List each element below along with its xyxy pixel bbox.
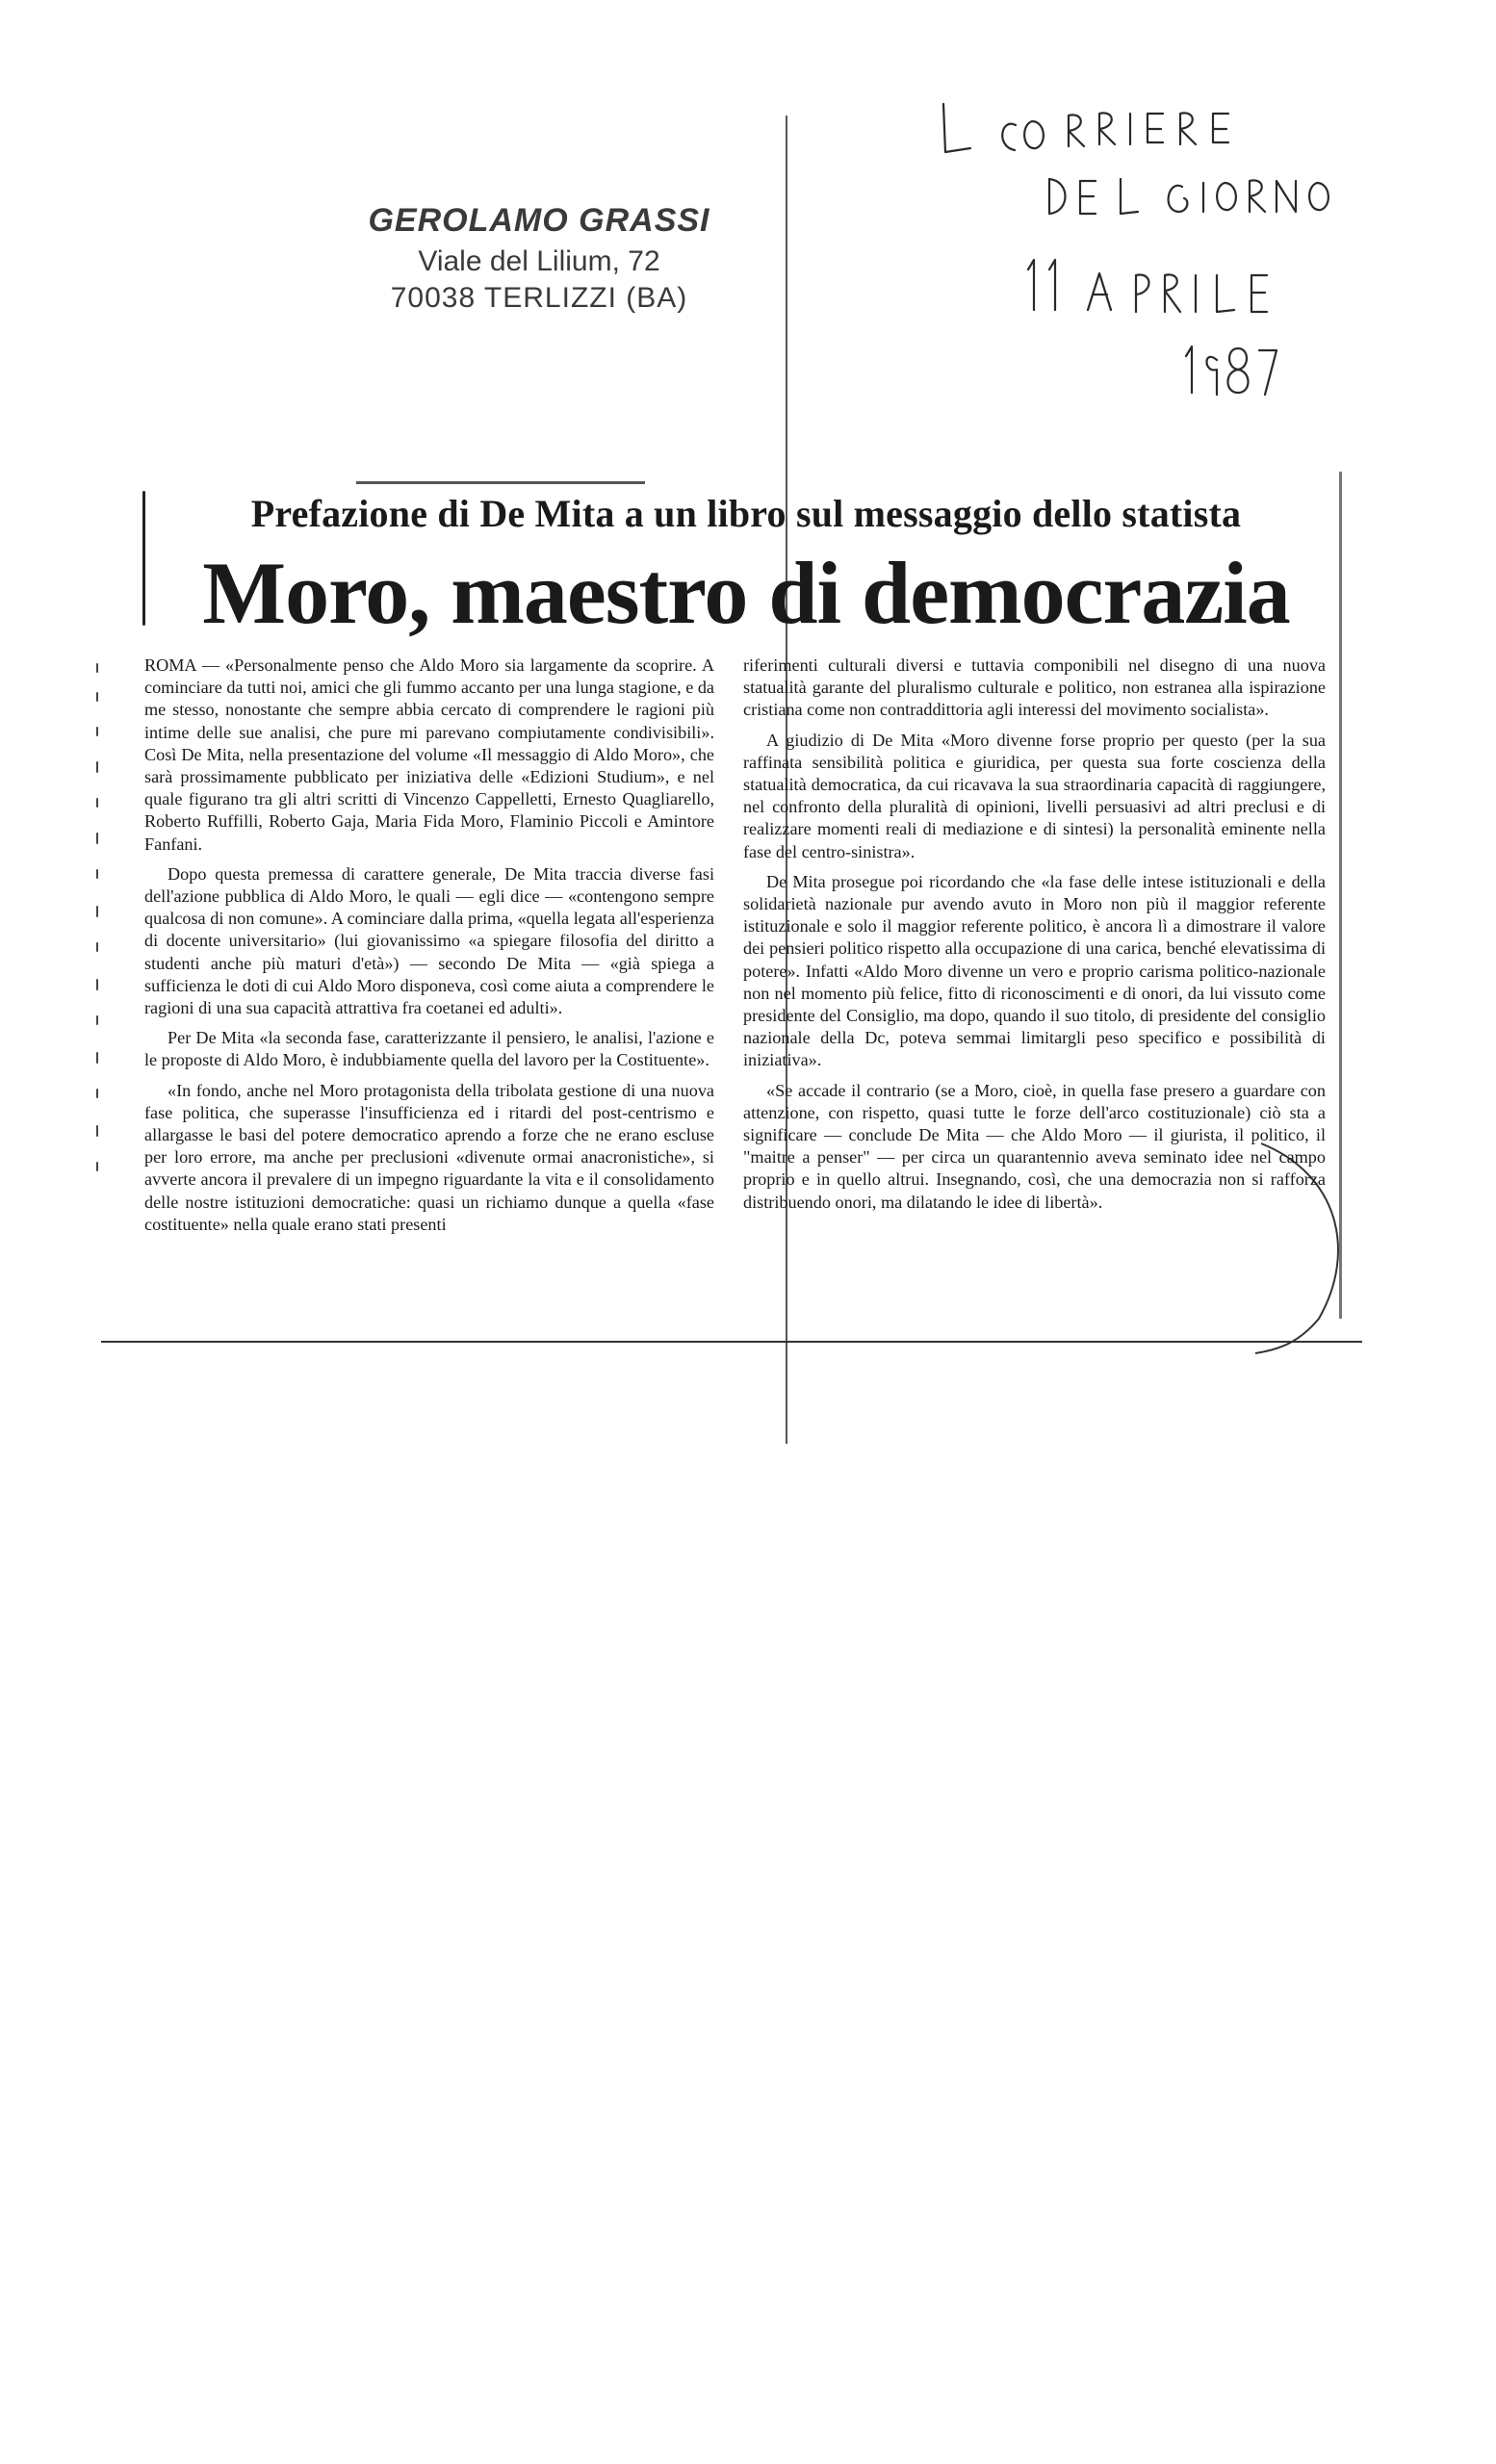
article-paragraph: Per De Mita «la seconda fase, caratterizzante il pensiero, le analisi, l'azione e le proposte di Aldo Moro, è indubbiamente quella del lavoro per la Costituente». xyxy=(144,1028,714,1070)
article-paragraph: Dopo questa premessa di carattere generale, De Mita traccia diverse fasi dell'azione pubblica di Aldo Moro, le quali — egli dice — «contengono sempre qualcosa di non comune». A cominciare dalla prima, «quella legata all'esperienza di docente universitario» (lui giovanissimo «a spiegare filosofia del diritto a studenti anche più maturi d'età») — secondo De Mita — «già spiega a sufficienza le doti di cui Aldo Moro disponeva, così come aiuta a comprendere le ragioni di una sua capacità attrattiva fra coetanei ed adulti». xyxy=(144,863,714,1018)
article-kicker: Prefazione di De Mita a un libro sul messaggio dello statista xyxy=(250,492,1242,535)
address-stamp xyxy=(356,202,722,315)
margin-marks xyxy=(92,654,102,1203)
article-paragraph: «In fondo, anche nel Moro protagonista della tribolata gestione di una nuova fase politica, che superasse l'insufficienza ed i ritardi del post-centrismo e allargasse le basi del potere democratico aprendo a forze che ne erano escluse per loro errore, ma anche per preclusioni «divenute ormai anacronistiche», si avverte ancora il prevalere di un impegno riguardante la vita e il consolidamento delle nostre istituzioni democratiche: quasi un richiamo dunque a quella «fase costituente» nella quale erano stati presenti xyxy=(144,1080,714,1234)
clipping-bottom-edge xyxy=(101,1341,1362,1343)
article-paragraph: A giudizio di De Mita «Moro divenne forse proprio per questo (per la sua raffinata sensibilità politica e giuridica, per questa sua forte coscienza della statualità democratica, da cui ricavava la sua straordinaria capacità di raggiungere, nel confronto della pluralità di opinioni, livelli persuasivi ad altri preclusi e di realizzare momenti reali di mediazione e di sintesi) la personalità eminente nella fase del centro-sinistra». xyxy=(743,730,1326,861)
stamp-city: 70038 TERLIZZI (BA) xyxy=(390,282,688,314)
clipping-top-edge xyxy=(356,481,645,484)
article-headline: Moro, maestro di democrazia xyxy=(202,544,1290,642)
stamp-street: Viale del Lilium, 72 xyxy=(418,245,660,277)
article-column-left xyxy=(144,654,714,1236)
article-paragraph: «Se accade il contrario (se a Moro, cioè, in quella fase presero a guardare con attenzione, con rispetto, quasi tutte le forze dell'arco costituzionale) ciò sta a significare — conclude De Mita — che Aldo Moro — il giurista, il politico, il "maitre a penser" — per circa un quarantennio aveva seminato idee nel campo proprio e in quello altrui. Insegnando, così, che una democrazia non si rafforza distribuendo onori, ma dilatando le idee di libertà». xyxy=(743,1080,1326,1212)
article-paragraph: riferimenti culturali diversi e tuttavia componibili nel disegno di una nuova statualità garante del pluralismo culturale e politico, non estranea alla ispirazione cristiana come non contraddittoria agli interessi del movimento socialista». xyxy=(743,655,1326,720)
article-paragraph: ROMA — «Personalmente penso che Aldo Moro sia largamente da scoprire. A cominciare da tutti noi, amici che gli fummo accanto per una lunga stagione, e da me stesso, nonostante che sempre abbia cercato di comprendere le ragioni più intime delle sue analisi, che pure mi parevano compiutamente condivisibili». Così De Mita, nella presentazione del volume «Il messaggio di Aldo Moro», che sarà prossimamente pubblicato per iniziativa delle «Edizioni Studium», e nel quale figurano tra gli altri scritti di Vincenzo Cappelletti, Ernesto Quagliarello, Roberto Ruffilli, Roberto Gaja, Maria Fida Moro, Flaminio Piccoli e Amintore Fanfani. xyxy=(144,655,714,854)
article-paragraph: De Mita prosegue poi ricordando che «la fase delle intese istituzionali e della solidarietà nazionale pur avendo avuto in Moro non più il maggior referente istituzionale e solo il maggior referente politico, è ancora lì a dimostrare il valore dei pensieri politico rispetto alla occupazione di una carica, benché elevatissima di potere». Infatti «Aldo Moro divenne un vero e proprio carisma politico-nazionale non nel momento più felice, fitto di riconoscimenti e di onori, da lui vissuto come presidente del Consiglio, ma dopo, quando il suo titolo, di presidente del consiglio nazionale della Dc, poteva semmai limitargli peso specifico e possibilità di iniziativa». xyxy=(743,871,1326,1070)
article-column-right xyxy=(743,654,1326,1214)
handwritten-annotation xyxy=(924,87,1348,414)
stamp-name: GEROLAMO GRASSI xyxy=(368,202,710,239)
